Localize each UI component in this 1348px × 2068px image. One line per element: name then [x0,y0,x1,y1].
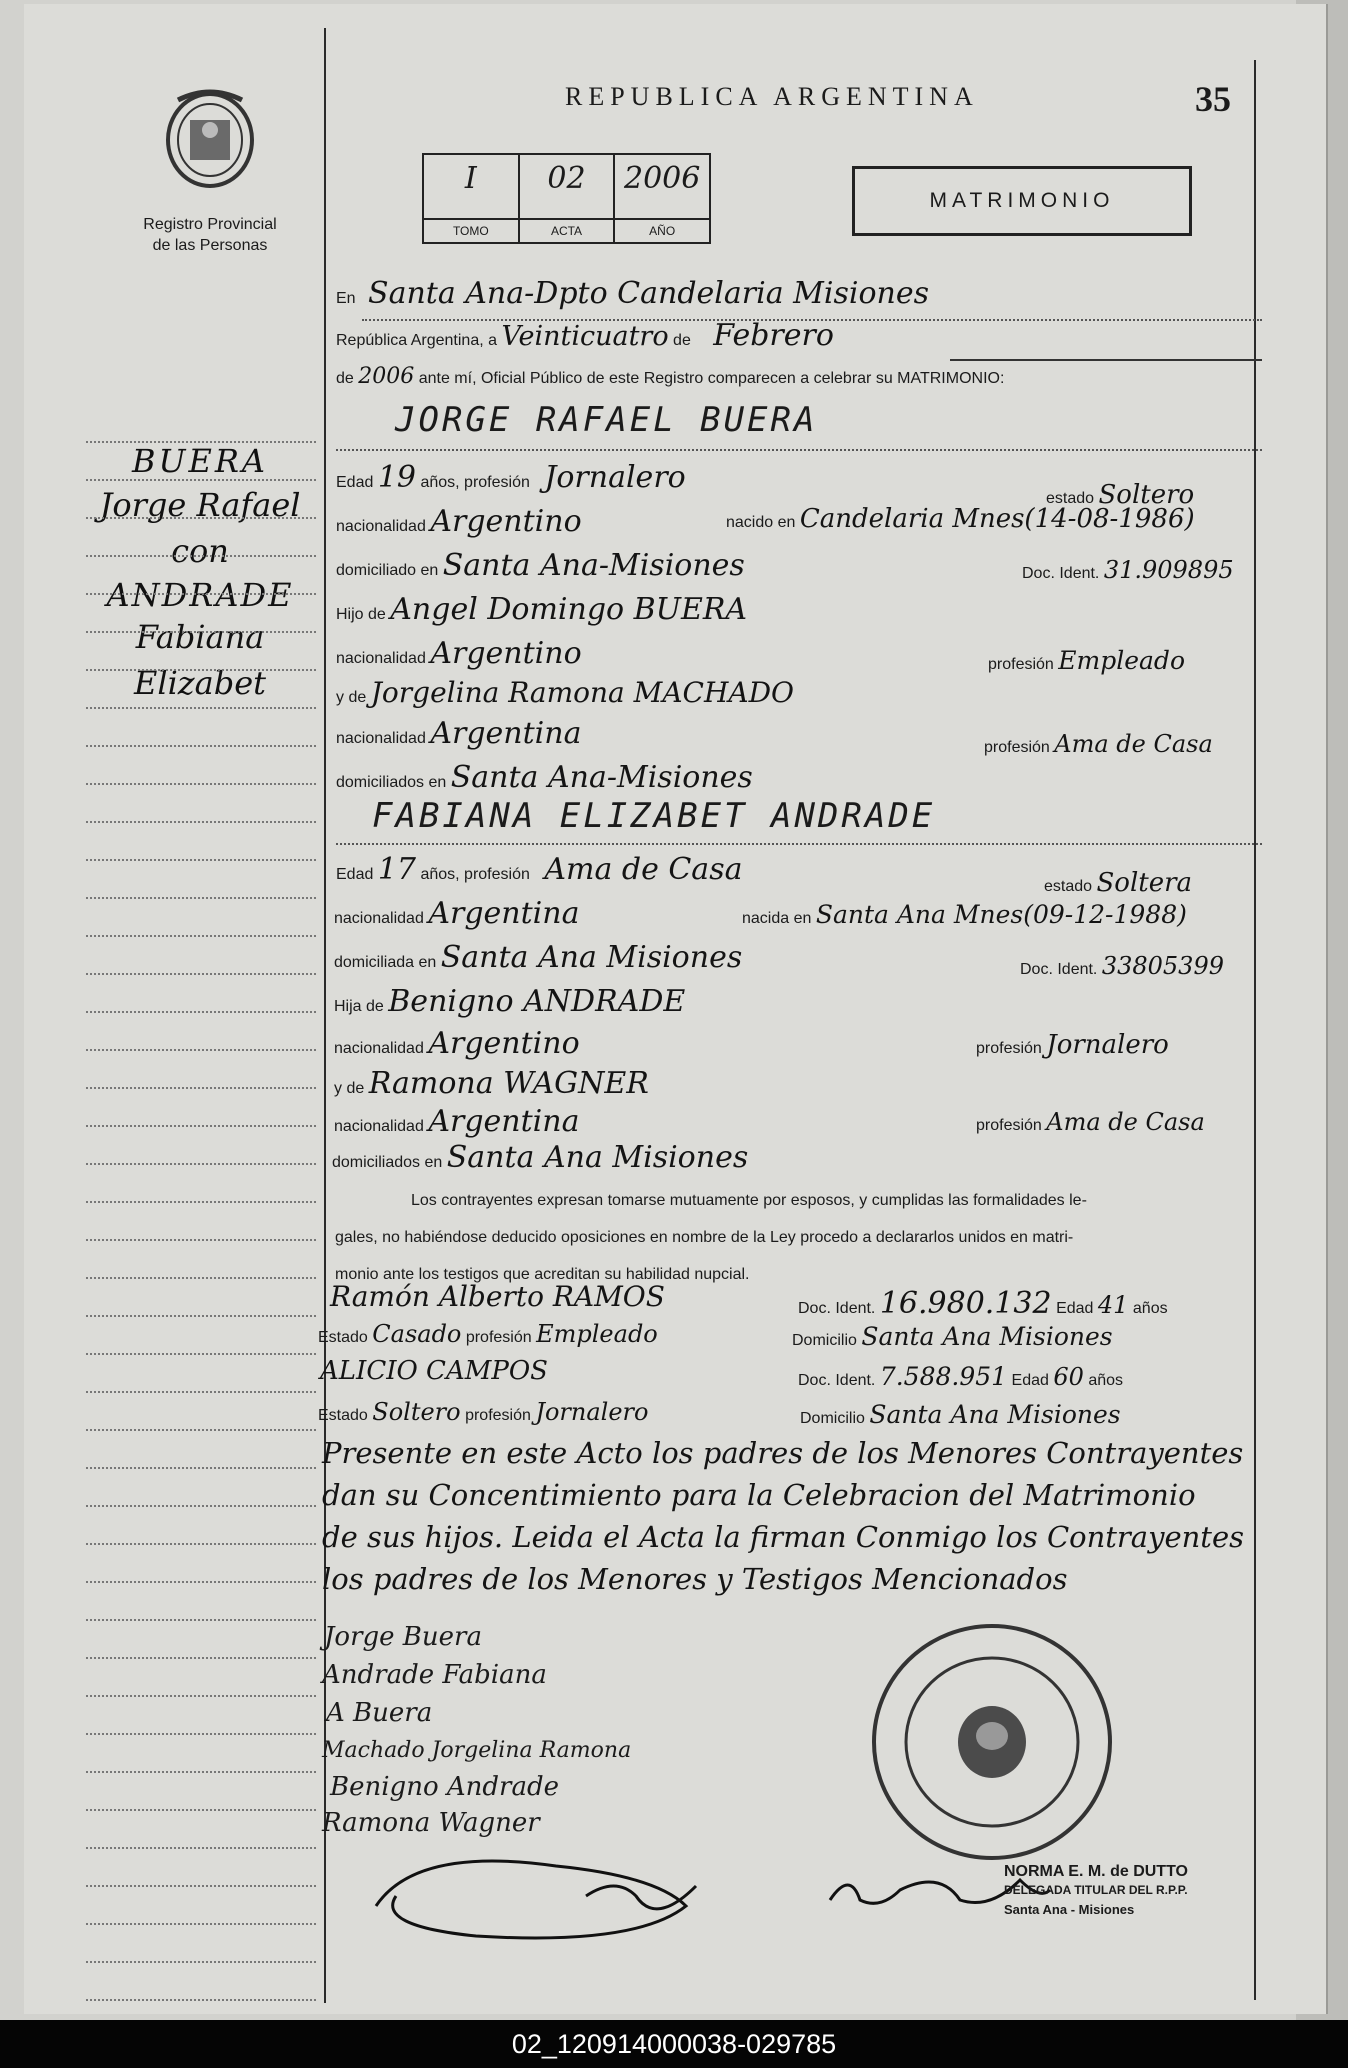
margin-rule-line [86,592,316,595]
official-stamp-icon [868,1620,1116,1864]
official-line-3: Santa Ana - Misiones [1004,1902,1135,1917]
margin-rule-line [86,1618,316,1621]
bride-nacida-label: nacida en [742,910,812,927]
groom-nac-label: nacionalidad [336,518,426,535]
groom-nacido: Candelaria Mnes(14-08-1986) [799,504,1195,534]
bride-mother-prof-label: profesión [976,1117,1042,1134]
margin-rule-line [86,1580,316,1583]
witness1-doc-line [798,1286,1168,1321]
groom-father-line [336,592,747,627]
margin-rule-line [86,1200,316,1203]
groom-father-prof-line [988,646,1185,675]
intro-en-line [336,276,929,311]
official-signature-scribble [356,1836,756,1956]
margin-rule-line [86,1124,316,1127]
signature-4: Machado Jorgelina Ramona [322,1738,632,1763]
bride-parents-dom-line [332,1140,748,1175]
bride-nacida: Santa Ana Mnes(09-12-1988) [815,900,1187,929]
groom-father-nac-label: nacionalidad [336,650,426,667]
groom-nacido-label: nacido en [726,514,796,531]
registry-line-1: Registro Provincial [143,216,277,233]
bride-father: Benigno ANDRADE [388,984,686,1019]
margin-rule-line [86,1770,316,1773]
groom-estado: Soltero [1098,480,1195,510]
intro-date-line [336,318,834,353]
bride-mother: Ramona WAGNER [368,1066,649,1101]
witness2-name-line [320,1356,548,1386]
day-value: Veinticuatro [501,321,669,352]
ano-label: AÑO [615,218,709,242]
declaration-text [335,1182,1245,1293]
groom-dom-label: domiciliado en [336,562,439,579]
margin-rule-line [86,1504,316,1507]
margin-rule-line [86,706,316,709]
groom-nac-line [336,504,582,539]
margin-rule-line [86,478,316,481]
witness1-dom: Santa Ana Misiones [861,1322,1113,1351]
bride-mother-prof-line [976,1108,1205,1136]
margin-rule-line [86,820,316,823]
bride-estado-label: estado [1044,878,1093,895]
bride-birth-line [742,900,1187,929]
margin-rule-line [86,1656,316,1659]
witness1-doc-label: Doc. Ident. [798,1300,876,1317]
margin-rule-line [86,1390,316,1393]
margin-rule-line [86,858,316,861]
bride-doc: 33805399 [1101,952,1224,980]
groom-nacionalidad: Argentino [430,504,582,539]
margin-rule-line [86,554,316,557]
note-line-1: Presente en este Acto los padres de los Menores Contrayentes [322,1436,1244,1470]
margin-rule-line [86,1846,316,1849]
witness1-estado-line [318,1320,658,1348]
bride-edad: 17 [377,852,417,887]
bride-dom-label: domiciliada en [334,954,437,971]
margin-rule-line [86,1238,316,1241]
margin-rule-line [86,1922,316,1925]
bride-prof-label: años, profesión [420,866,530,883]
groom-doc-line [1022,556,1234,584]
bride-doc-label: Doc. Ident. [1020,961,1098,978]
bride-name-dotted [336,842,1262,845]
bride-age-line [336,852,742,887]
bride-mother-prof: Ama de Casa [1046,1108,1205,1136]
tomo-label: TOMO [424,218,518,242]
margin-rule-line [86,1998,316,2001]
groom-mother-prof-line [984,730,1213,758]
bride-father-line [334,984,685,1019]
country-title: REPUBLICA ARGENTINA [565,82,979,111]
bride-domiciliados-label: domiciliados en [332,1154,443,1171]
margin-rule-line [86,1960,316,1963]
witness2-edad-label: Edad [1011,1372,1049,1389]
witness2-dom-label: Domicilio [800,1410,865,1427]
groom-mother: Jorgelina Ramona MACHADO [370,676,795,709]
margin-rule-line [86,1732,316,1735]
groom-mother-line [336,676,794,709]
witness2-estado: Soltero [372,1398,461,1426]
witness1-dom-label: Domicilio [792,1332,857,1349]
margin-rule-line [86,1048,316,1051]
place-value: Santa Ana-Dpto Candelaria Misiones [368,276,929,311]
witness2-doc: 7.588.951 [879,1362,1008,1391]
declaration-line-1: Los contrayentes expresan tomarse mutuamente por esposos, y cumplidas las formalidades le- [411,1192,1087,1209]
groom-father-prof-label: profesión [988,656,1054,673]
margin-rule-line [86,934,316,937]
margin-rule-line [86,1466,316,1469]
margin-rule-line [86,516,316,519]
margin-line-1: BUERA [131,442,269,480]
ano-value: 2006 [624,161,701,196]
margin-rule-line [86,1162,316,1165]
groom-yde-label: y de [336,689,367,706]
margin-rule-line [86,782,316,785]
declaration-line-3: monio ante los testigos que acreditan su habilidad nupcial. [335,1266,750,1283]
groom-father-nac-line [336,636,582,671]
margin-rule-line [86,1428,316,1431]
margin-rule-line [86,1086,316,1089]
margin-rule-line [86,440,316,443]
groom-edad-label: Edad [336,474,374,491]
signature-1: Jorge Buera [324,1622,482,1652]
act-type-box: MATRIMONIO [852,166,1192,236]
margin-line-4: ANDRADE [106,576,294,614]
groom-mother-nac-label: nacionalidad [336,730,426,747]
bride-name: FABIANA ELIZABET ANDRADE [372,796,936,836]
bride-father-nac: Argentino [428,1026,580,1061]
witness1-name: Ramón Alberto RAMOS [330,1280,665,1313]
acta-cell [520,155,616,242]
margin-rule-line [86,972,316,975]
witness1-doc: 16.980.132 [879,1286,1052,1321]
acta-value: 02 [547,161,586,196]
bride-estado-line [1044,868,1192,898]
margin-line-3: con [171,532,229,570]
bride-mother-nac: Argentina [428,1104,580,1139]
witness2-doc-label: Doc. Ident. [798,1372,876,1389]
margin-rule-line [86,1314,316,1317]
ano-cell [615,155,709,242]
witness1-estado: Casado [372,1320,462,1348]
official-line-1: NORMA E. M. de DUTTO [1004,1863,1188,1880]
bride-father-nac-label: nacionalidad [334,1040,424,1057]
month-value: Febrero [713,318,834,353]
de-label: de [673,332,691,349]
note-line-2: dan su Concentimiento para la Celebracion del Matrimonio [322,1478,1196,1512]
groom-name: JORGE RAFAEL BUERA [395,400,818,440]
witness2-name: ALICIO CAMPOS [320,1356,548,1386]
groom-mother-nac: Argentina [430,716,582,751]
tomo-value: I [464,161,477,196]
bride-father-prof-line [976,1030,1169,1060]
bride-yde-label: y de [334,1080,365,1097]
acta-label: ACTA [520,218,614,242]
witness2-prof: Jornalero [535,1398,649,1426]
footer-code: 02_120914000038-029785 [0,2020,1348,2068]
bride-estado: Soltera [1096,868,1193,898]
groom-doc-label: Doc. Ident. [1022,565,1100,582]
groom-mother-nac-line [336,716,581,751]
margin-line-2: Jorge Rafael [99,486,301,524]
margin-line-5: Fabiana [135,618,265,656]
groom-hijo-label: Hijo de [336,606,386,623]
registry-line-2: de las Personas [152,237,268,254]
margin-rule-line [86,744,316,747]
page-number: 35 [1195,79,1231,119]
bride-profesion: Ama de Casa [544,852,743,887]
bride-dom-line [334,940,742,975]
bride-edad-label: Edad [336,866,374,883]
witness1-edad-label: Edad [1056,1300,1094,1317]
witness1-name-line [330,1280,665,1313]
witness1-edad: 41 [1097,1291,1129,1319]
provincial-seal-icon [158,86,262,190]
declaration-line-2: gales, no habiéndose deducido oposiciones en nombre de la Ley procedo a declararlos unidos en matri- [335,1229,1074,1246]
bride-mother-nac-label: nacionalidad [334,1118,424,1135]
witness1-prof-label: profesión [465,1329,532,1346]
margin-rule-line [86,1884,316,1887]
groom-parents-dom: Santa Ana-Misiones [450,760,753,795]
margin-rule-line [86,1276,316,1279]
signature-3: A Buera [326,1698,433,1728]
record-number-box [422,153,711,244]
bride-nacionalidad: Argentina [428,896,580,931]
groom-age-line [336,460,686,495]
witness2-dom-line [800,1400,1121,1429]
witness1-prof: Empleado [536,1320,658,1348]
groom-prof-label: años, profesión [420,474,530,491]
de2-label: de [336,370,354,387]
registry-name [110,214,310,256]
groom-father-prof: Empleado [1058,646,1185,675]
tomo-cell [424,155,520,242]
bride-father-prof: Jornalero [1046,1030,1169,1060]
margin-rule-line [86,1694,316,1697]
intro-ante-line [336,364,1004,389]
witness2-dom: Santa Ana Misiones [869,1400,1121,1429]
note-line-3: de sus hijos. Leida el Acta la firman Conmigo los Contrayentes [322,1520,1244,1554]
note-line-4: los padres de los Menores y Testigos Mencionados [322,1562,1068,1596]
bride-nac-line [334,896,579,931]
margin-rule-line [86,630,316,633]
margin-rule-line [86,1352,316,1355]
republica-label: República Argentina, a [336,332,497,349]
official-line-2: DELEGADA TITULAR DEL R.P.P. [1004,1883,1188,1897]
groom-profesion: Jornalero [544,460,686,495]
margin-rule-line [86,668,316,671]
bride-mother-line [334,1066,649,1101]
bride-father-prof-label: profesión [976,1040,1042,1057]
bride-parents-dom: Santa Ana Misiones [446,1140,749,1175]
en-label: En [336,290,356,307]
bride-father-nac-line [334,1026,580,1061]
right-rule [1254,60,1256,2000]
groom-name-dotted [336,448,1262,451]
witness1-estado-label: Estado [318,1329,368,1346]
month-underline [950,358,1262,361]
witness2-doc-line [798,1362,1123,1391]
groom-estado-label: estado [1046,490,1095,507]
bride-domicilio: Santa Ana Misiones [440,940,743,975]
margin-rule-line [86,1542,316,1545]
witness2-anos-label: años [1088,1372,1124,1389]
groom-dom-line [336,548,745,583]
bride-nac-label: nacionalidad [334,910,424,927]
groom-parents-dom-line [336,760,753,795]
signature-2: Andrade Fabiana [322,1660,547,1690]
witness2-edad: 60 [1053,1363,1084,1391]
witness1-dom-line [792,1322,1113,1351]
signature-5: Benigno Andrade [330,1772,559,1802]
witness2-estado-line [318,1398,648,1426]
signature-6: Ramona Wagner [322,1808,540,1838]
margin-line-6: Elizabet [133,664,267,702]
margin-rule-line [86,1808,316,1811]
groom-domicilio: Santa Ana-Misiones [442,548,745,583]
groom-edad: 19 [377,460,417,495]
witness2-prof-label: profesión [465,1407,531,1424]
margin-rule-line [86,896,316,899]
groom-mother-prof-label: profesión [984,739,1050,756]
year-value: 2006 [358,364,415,389]
ante-text: ante mí, Oficial Público de este Registro comparecen a celebrar su MATRIMONIO: [418,370,1005,387]
bride-mother-nac-line [334,1104,579,1139]
groom-domiciliados-label: domiciliados en [336,774,447,791]
official-name-block [1004,1862,1188,1919]
groom-father-nac: Argentino [430,636,582,671]
groom-mother-prof: Ama de Casa [1054,730,1213,758]
bride-doc-line [1020,952,1224,980]
witness2-estado-label: Estado [318,1407,368,1424]
groom-doc: 31.909895 [1103,556,1234,584]
groom-father: Angel Domingo BUERA [390,592,748,627]
witness1-anos-label: años [1132,1300,1168,1317]
bride-hija-label: Hija de [334,998,384,1015]
groom-birth-line [726,504,1195,534]
margin-rule-line [86,1010,316,1013]
